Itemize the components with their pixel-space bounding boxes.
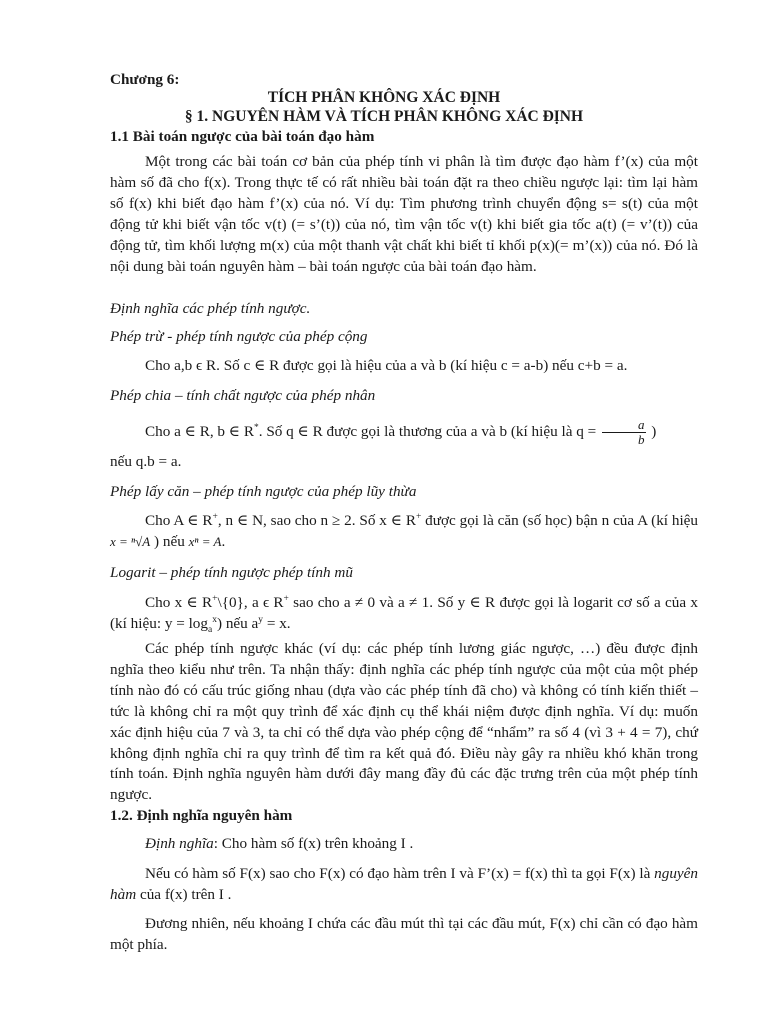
division-text-end: nếu q.b = a. (110, 453, 182, 470)
division-part-1: Cho a ∈ R, b ∈ R (145, 422, 254, 440)
subtraction-title: Phép trừ - phép tính ngược của phép cộng (110, 328, 368, 345)
endpoint-note: Đương nhiên, nếu khoảng I chứa các đầu mút thì tại các đầu mút, F(x) chỉ cần có đạo hàm một phía. (110, 915, 698, 953)
division-part-2: . Số q ∈ R được gọi là thương của a và b (kí hiệu là q = (258, 422, 597, 440)
antiderivative-definition: Nếu có hàm số F(x) sao cho F(x) có đạo hàm trên I và F’(x) = f(x) thì ta gọi F(x) là nguyên hàm của f(x) trên I . (110, 865, 698, 903)
chapter-title: TÍCH PHÂN KHÔNG XÁC ĐỊNH (267, 89, 501, 106)
division-text (110, 418, 698, 447)
root-text: Cho A ∈ R+, n ∈ N, sao cho n ≥ 2. Số x ∈ R+ được gọi là căn (số học) bận n của A (kí hiệu x = ⁿ√A ) nếu xⁿ = A. (110, 511, 698, 550)
chapter-label: Chương 6: (110, 71, 180, 88)
power-formula: xⁿ = A (188, 533, 222, 549)
intro-paragraph: Một trong các bài toán cơ bản của phép tính vi phân là tìm được đạo hàm f’(x) của một hàm số đã cho f(x). Trong thực tế có rất nhiều bài toán đặt ra theo chiều ngược lại: tìm lại hàm số f(x) khi biết đạo hàm f’(x) của nó. Ví dụ: Tìm phương trình chuyển động s= s(t) của một động tử khi biết vận tốc v(t) (= s’(t)) của nó, tìm vận tốc v(t) khi biết gia tốc a(t) (= v’(t)) của động tử, tìm khối lượng m(x) của một thanh vật chất khi biết tỉ khối p(x)(= m’(x)) của nó. Đó là nội dung bài toán nguyên hàm – bài toán ngược của bài toán đạo hàm. (110, 153, 698, 275)
other-inverse-paragraph: Các phép tính ngược khác (ví dụ: các phép tính lương giác ngược, …) đều được định nghĩa theo kiểu như trên. Ta nhận thấy: định nghĩa các phép tính ngược của một của một phép tính nào đó có cấu trúc giống nhau (dựa vào các phép tính đã cho) và không có tính kiến thiết – tức là không chỉ ra một quy trình để xác định cụ thể khái niệm được định nghĩa. Ví dụ: muốn xác định hiệu của 7 và 3, ta chỉ có thể dựa vào phép cộng để “nhẩm” ra số 4 (vì 3 + 4 = 7), chứ không định nghĩa chỉ ra quy trình để tìm ra kết quả đó. Điều này gây ra nhiều khó khăn trong tính toán. Định nghĩa nguyên hàm dưới đây mang đầy đủ các đặc trưng trên của một phép tính ngược. (110, 640, 698, 804)
division-title: Phép chia – tính chất ngược của phép nhân (110, 387, 376, 404)
heading-1-2: 1.2. Định nghĩa nguyên hàm (110, 807, 293, 824)
star-superscript: * (253, 422, 259, 433)
subtraction-text: Cho a,b ϵ R. Số c ∈ R được gọi là hiệu của a và b (kí hiệu c = a-b) nếu c+b = a. (145, 357, 628, 374)
term-nguyen-ham: nguyên hàm (110, 865, 698, 903)
root-title: Phép lấy căn – phép tính ngược của phép lũy thừa (110, 483, 417, 500)
heading-1-1: 1.1 Bài toán ngược của bài toán đạo hàm (110, 128, 375, 145)
root-formula: x = ⁿ√A (110, 533, 151, 549)
division-part-3: ) (651, 422, 657, 440)
definition-label: Định nghĩa (145, 835, 214, 852)
section-title: § 1. NGUYÊN HÀM VÀ TÍCH PHÂN KHÔNG XÁC ĐỊNH (184, 108, 584, 125)
log-text: Cho x ∈ R+\{0}, a ϵ R+ sao cho a ≠ 0 và a ≠ 1. Số y ∈ R được gọi là logarit cơ số a của x (kí hiệu: $y = \log_a^x$) nếu $a^y = x$. (110, 593, 698, 635)
fraction-a-over-b: $\frac{a}{b}$ (602, 418, 646, 447)
definition-line: Định nghĩa: Cho hàm số f(x) trên khoảng I . (145, 835, 414, 852)
def-inverse-heading: Định nghĩa các phép tính ngược. (110, 300, 311, 317)
log-title: Logarit – phép tính ngược phép tính mũ (110, 564, 353, 581)
